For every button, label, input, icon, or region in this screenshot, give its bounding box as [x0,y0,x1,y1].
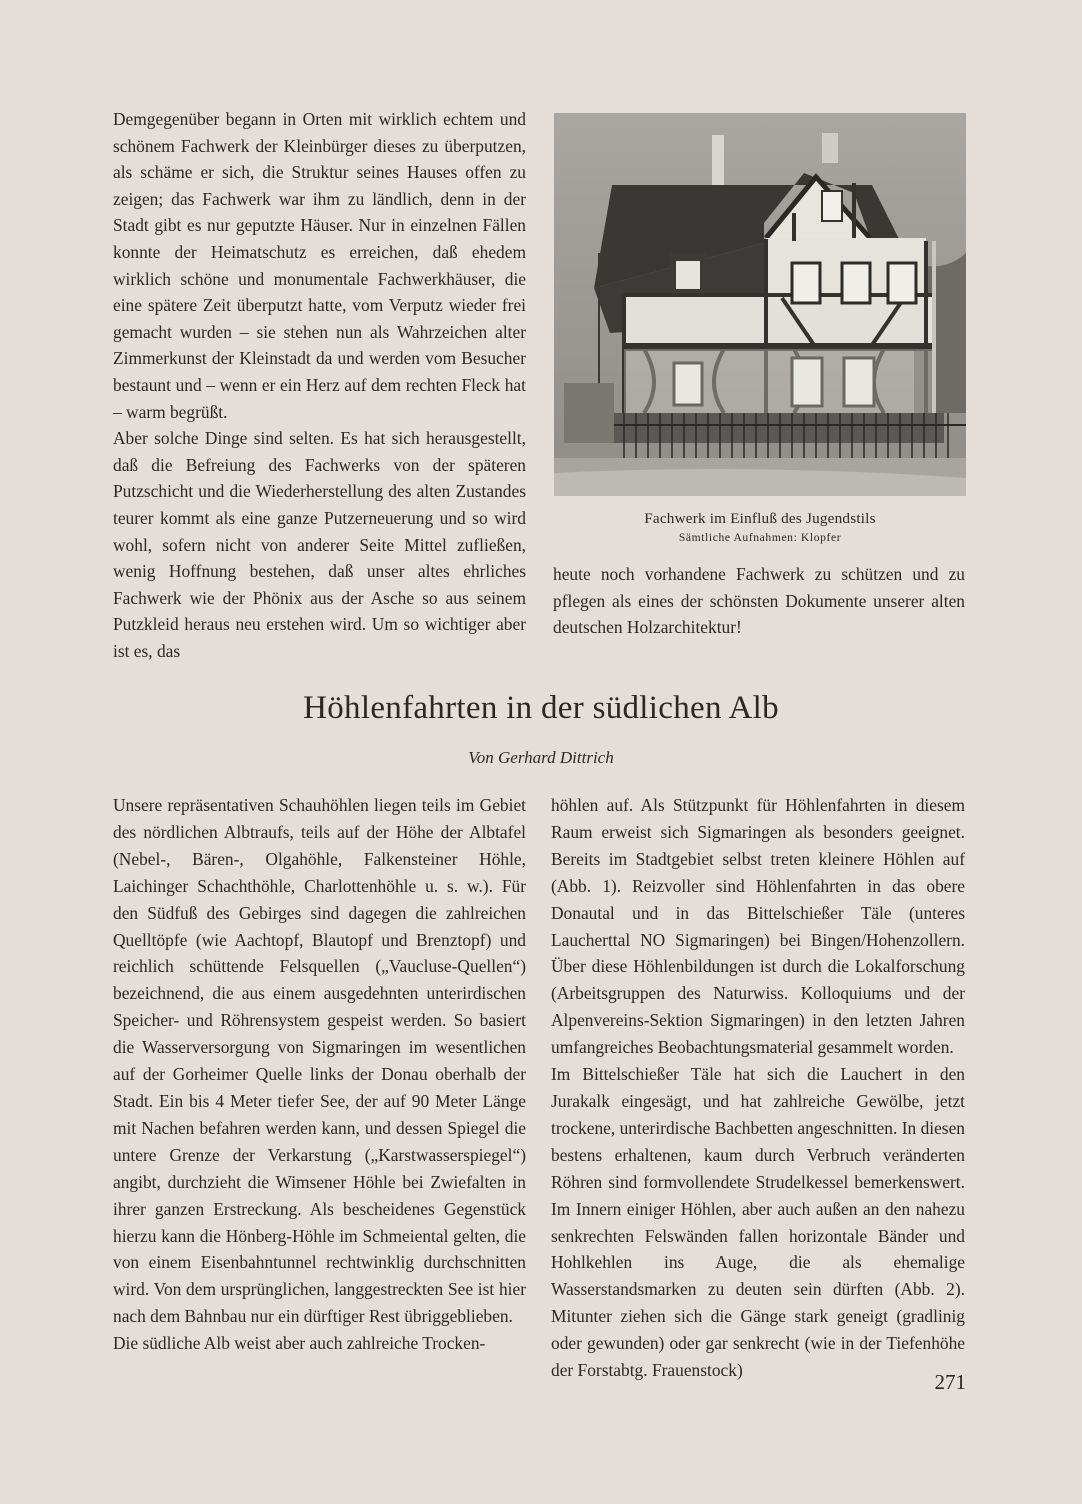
article-title: Höhlenfahrten in der südlichen Alb [303,690,779,726]
paragraph: Die südliche Alb weist aber auch zahlreiche Trocken- [113,1333,486,1354]
paragraph: höhlen auf. Als Stützpunkt für Höhlenfahrten in diesem Raum erweist sich Sigmaringen als besonders geeignet. Bereits im Stadtgebiet selbst treten kleinere Höhlen auf (Abb. 1). Reizvoller sind Höhlenfahrten in das obere Donautal und in das Bittelschießer Täle (unteres Laucherttal NO Sigmaringen) bei Bingen/Hohenzollern. Über diese Höhlenbildungen ist durch die Lokalforschung (Arbeitsgruppen des Naturwiss. Kolloquiums und der Alpenvereins-Sektion Sigmaringen) in den letzten Jahren umfangreiches Beobachtungsmaterial gesammelt worden. [551,795,965,1058]
photo-credit: Sämtliche Aufnahmen: Klopfer [678,531,842,544]
article-author: Von Gerhard Dittrich [468,748,614,767]
photo-caption: Fachwerk im Einfluß des Jugendstils [644,510,876,527]
paragraph: Im Bittelschießer Täle hat sich die Lauchert in den Jurakalk eingesägt, und hat zahlreiche Gewölbe, jetzt trockene, unterirdische Bachbetten angeschnitten. In diesen bestens erhaltenen, kaum durch Verbruch veränderten Röhren sind formvollendete Strudelkessel bemerkenswert. Im Innern einiger Höhlen, aber auch außen an den nahezu senkrechten Felswänden fallen horizontale Bänder und Hohlkehlen ins Auge, die als ehemalige Wasserstandsmarken zu deuten sein dürften (Abb. 2). Mitunter ziehen sich die Gänge stark geneigt (gradlinig oder gewunden) oder gar senkrecht (wie in der Tiefenhöhe der Forstabtg. Frauenstock) [551,1064,965,1381]
half-timbered-house-photo [554,113,966,496]
top-left-column [113,106,526,664]
bottom-right-column [551,792,965,1384]
page-number: 271 [934,1370,966,1394]
paragraph: Demgegenüber begann in Orten mit wirklich echtem und schönem Fachwerk der Kleinbürger dieses zu überputzen, als schäme er sich, die Struktur seines Hauses offen zu zeigen; das Fachwerk war ihm zu ländlich, denn in der Stadt gibt es nur geputzte Häuser. Nur in einzelnen Fällen konnte der Heimatschutz es erreichen, daß ehedem wirklich schöne und monumentale Fachwerkhäuser, die eine spätere Zeit überputzt hatte, vom Verputz wieder frei gemacht wurden – sie stehen nun als Wahrzeichen alter Zimmerkunst der Kleinstadt da und werden vom Besucher bestaunt und – wenn er ein Herz auf dem rechten Fleck hat – warm begrüßt. [113,109,526,422]
paragraph: Unsere repräsentativen Schauhöhlen liegen teils im Gebiet des nördlichen Albtraufs, teils auf der Höhe der Albtafel (Nebel-, Bären-, Olgahöhle, Falkensteiner Höhle, Laichinger Schachthöhle, Charlottenhöhle u. s. w.). Für den Südfuß des Gebirges sind dagegen die zahlreichen Quelltöpfe (wie Aachtopf, Blautopf und Brenztopf) und reichlich schüttende Felsquellen („Vaucluse-Quellen“) bezeichnend, die aus einem ausgedehnten unterirdischen Speicher- und Röhrensystem gespeist werden. So basiert die Wasserversorgung von Sigmaringen im wesentlichen auf der Gorheimer Quelle links der Donau oberhalb der Stadt. Ein bis 4 Meter tiefer See, der auf 90 Meter Länge mit Nachen befahren werden kann, und dessen Spiegel die untere Grenze der Verkarstung („Karstwasserspiegel“) angibt, durchzieht die Wimsener Höhle bei Zwiefalten in ihrer ganzen Erstreckung. Als bescheidenes Gegenstück hierzu kann die Hönberg-Höhle im Schmeiental gelten, die von einem Eisenbahntunnel rechtwinklig durchschnitten wird. Von dem ursprünglichen, langgestreckten See ist hier nach dem Bahnbau nur ein dürftiger Rest übriggeblieben. [113,795,526,1327]
paragraph: heute noch vorhandene Fachwerk zu schützen und zu pflegen als eines der schönsten Dokumente unserer alten deutschen Holzarchitektur! [553,564,965,638]
bottom-left-column [113,792,526,1357]
house-illustration [554,113,966,496]
top-right-column [553,561,965,641]
paragraph: Aber solche Dinge sind selten. Es hat sich herausgestellt, daß die Befreiung des Fachwerks von der späteren Putzschicht und die Wiederherstellung des alten Zustandes teurer kommt als eine ganze Putzerneuerung und so wird wohl, sofern nicht von anderer Seite Mittel zufließen, wenig Hoffnung bestehen, daß unser altes ehrliches Fachwerk wie der Phönix aus der Asche so aus seinem Putzkleid heraus neu erstehen wird. Um so wichtiger aber ist es, das [113,428,526,661]
